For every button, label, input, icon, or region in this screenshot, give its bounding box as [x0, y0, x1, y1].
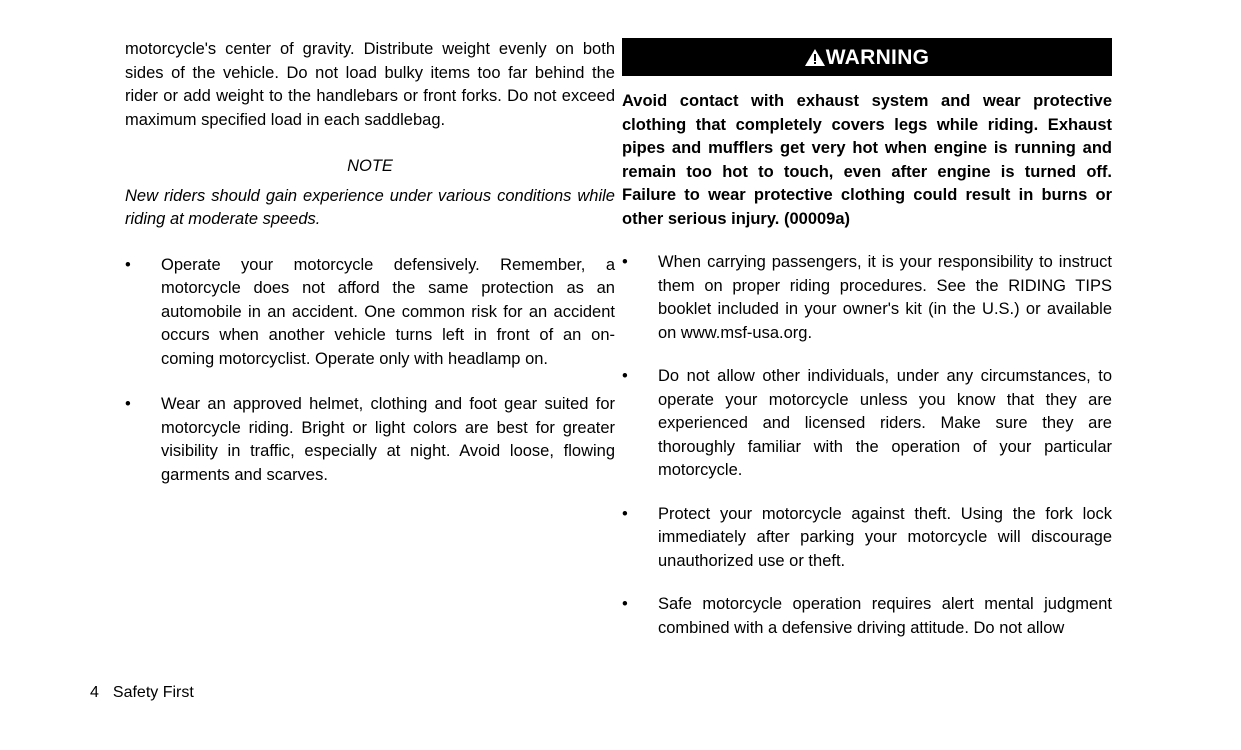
warning-body-text: Avoid contact with exhaust system and wear protective clothing that completely covers legs while riding. Exhaust pipes and mufflers get very hot when engine is running and remain too hot to touch, even after engine is turned off. Failure to wear protective clothing could result in burns or other serious injury. (00009a) — [622, 92, 1112, 228]
list-item — [125, 254, 615, 372]
list-item — [125, 393, 615, 487]
note-body: New riders should gain experience under various conditions while riding at moderate speeds. — [125, 186, 615, 228]
note-heading: NOTE — [347, 157, 393, 175]
bullet-marker-icon: • — [622, 253, 628, 271]
footer-page-number: 4 — [90, 684, 99, 701]
list-item-text: Wear an approved helmet, clothing and foot gear suited for motorcycle riding. Bright or light colors are best for greater visibility in traffic, especially at night. Avoid loose, flowing garments and scarves. — [161, 395, 615, 484]
list-item — [622, 503, 1112, 574]
bullet-marker-icon: • — [125, 395, 131, 413]
bullet-marker-icon: • — [622, 504, 628, 523]
list-item-text: Do not allow other individuals, under any circumstances, to operate your motorcycle unless you know that they are experienced and licensed riders. Make sure they are thoroughly familiar with the operation of your particular motorcycle. — [658, 367, 1112, 479]
page-footer — [90, 683, 194, 703]
list-item-text: Operate your motorcycle defensively. Remember, a motorcycle does not afford the same protection as an automobile in an accident. One common risk for an accident occurs when another vehicle turns left in front of an on-coming motorcyclist. Operate only with headlamp on. — [161, 255, 615, 368]
bullet-marker-icon: • — [125, 255, 131, 274]
warning-banner-label: WARNING — [825, 45, 930, 69]
list-item-text: When carrying passengers, it is your responsibility to instruct them on proper riding procedures. See the RIDING TIPS booklet included in your owner's kit (in the U.S.) or available on www.msf-usa.org. — [658, 253, 1112, 342]
left-column — [125, 38, 615, 487]
bullet-marker-icon: • — [622, 367, 628, 385]
list-item — [622, 593, 1112, 640]
warning-banner — [622, 38, 1112, 76]
list-item — [622, 365, 1112, 483]
footer-section-title: Safety First — [112, 684, 194, 701]
bullet-marker-icon: • — [622, 595, 628, 613]
left-paragraph: motorcycle's center of gravity. Distribute weight evenly on both sides of the vehicle. Do not load bulky items too far behind the rider or add weight to the handlebars or front forks. Do not exceed maximum specified load in each saddlebag. — [125, 40, 615, 129]
list-item — [622, 251, 1112, 345]
left-bullet-list — [125, 254, 615, 488]
right-bullet-list — [622, 251, 1112, 640]
warning-triangle-icon — [805, 49, 825, 66]
list-item-text: Safe motorcycle operation requires alert mental judgment combined with a defensive driving attitude. Do not allow — [658, 595, 1112, 637]
right-column — [622, 38, 1112, 640]
list-item-text: Protect your motorcycle against theft. Using the fork lock immediately after parking your motorcycle will discourage unauthorized use or theft. — [658, 504, 1112, 570]
